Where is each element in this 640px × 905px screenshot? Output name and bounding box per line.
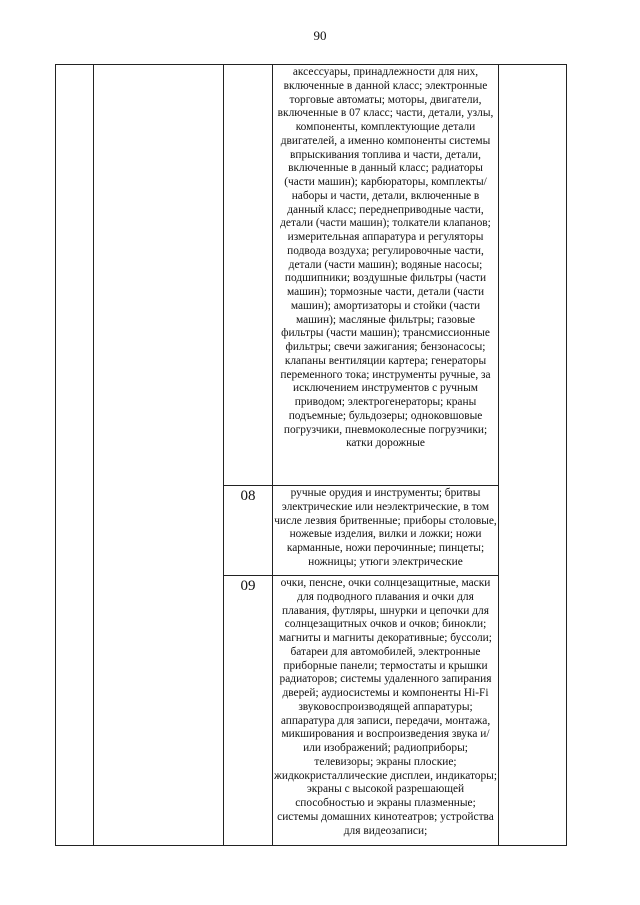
class-code-cell: 08 — [224, 486, 273, 576]
table-row — [56, 65, 567, 486]
class-code-cell: 09 — [224, 576, 273, 846]
goods-description-cell: очки, пенсне, очки солнцезащитные, маски для подводного плавания и очки для плавания, футляры, шнурки и цепочки для солнцезащитных очков и очков; бинокли; магниты и магниты декоративные; буссоли; батареи для автомобилей, электронные приборные панели; термостаты и крышки радиаторов; системы удаленного запирания дверей; аудиосистемы и компоненты Hi-Fi звуковоспроизводящей аппаратуры; аппаратура для записи, передачи, монтажа, микширования и воспроизведения звука и/или изображений; радиоприборы; телевизоры; экраны плоские; жидкокристаллические дисплеи, индикаторы; экраны с высокой разрешающей способностью и экраны плазменные; системы домашних кинотеатров; устройства для видеозаписи; — [273, 576, 499, 846]
empty-cell-name — [94, 65, 224, 846]
empty-cell-right — [499, 65, 567, 846]
goods-description-cell: аксессуары, принадлежности для них, включенные в данной класс; электронные торговые автоматы; моторы, двигатели, включенные в 07 класс; части, детали, узлы, компоненты, комплектующие детали двигателей, а именно компоненты системы впрыскивания топлива и части, детали, включенные в данный класс; радиаторы (части машин); карбюраторы, комплекты/наборы и части, детали, включенные в данный класс; переднеприводные части, детали (части машин); толкатели клапанов; измерительная аппаратура и регуляторы подвода воздуха; регулировочные части, детали (части машин); водяные насосы; подшипники; воздушные фильтры (части машин); тормозные части, детали (части машин); амортизаторы и стойки (части машин); масляные фильтры; газовые фильтры (части машин); трансмиссионные фильтры; свечи зажигания; бензонасосы; клапаны вентиляции картера; генераторы переменного тока; инструменты ручные, за исключением инструментов с ручным приводом; электрогенераторы; краны подъемные; бульдозеры; одноковшовые погрузчики, пневмоколесные погрузчики; катки дорожные — [273, 65, 499, 486]
page-number: 90 — [313, 28, 327, 43]
empty-cell-left — [56, 65, 94, 846]
classification-table — [55, 64, 567, 846]
goods-description-cell: ручные орудия и инструменты; бритвы электрические или неэлектрические, в том числе лезвия бритвенные; приборы столовые, ножевые изделия, вилки и ложки; ножи карманные, ножи перочинные; пинцеты; ножницы; утюги электрические — [273, 486, 499, 576]
class-code-cell — [224, 65, 273, 486]
